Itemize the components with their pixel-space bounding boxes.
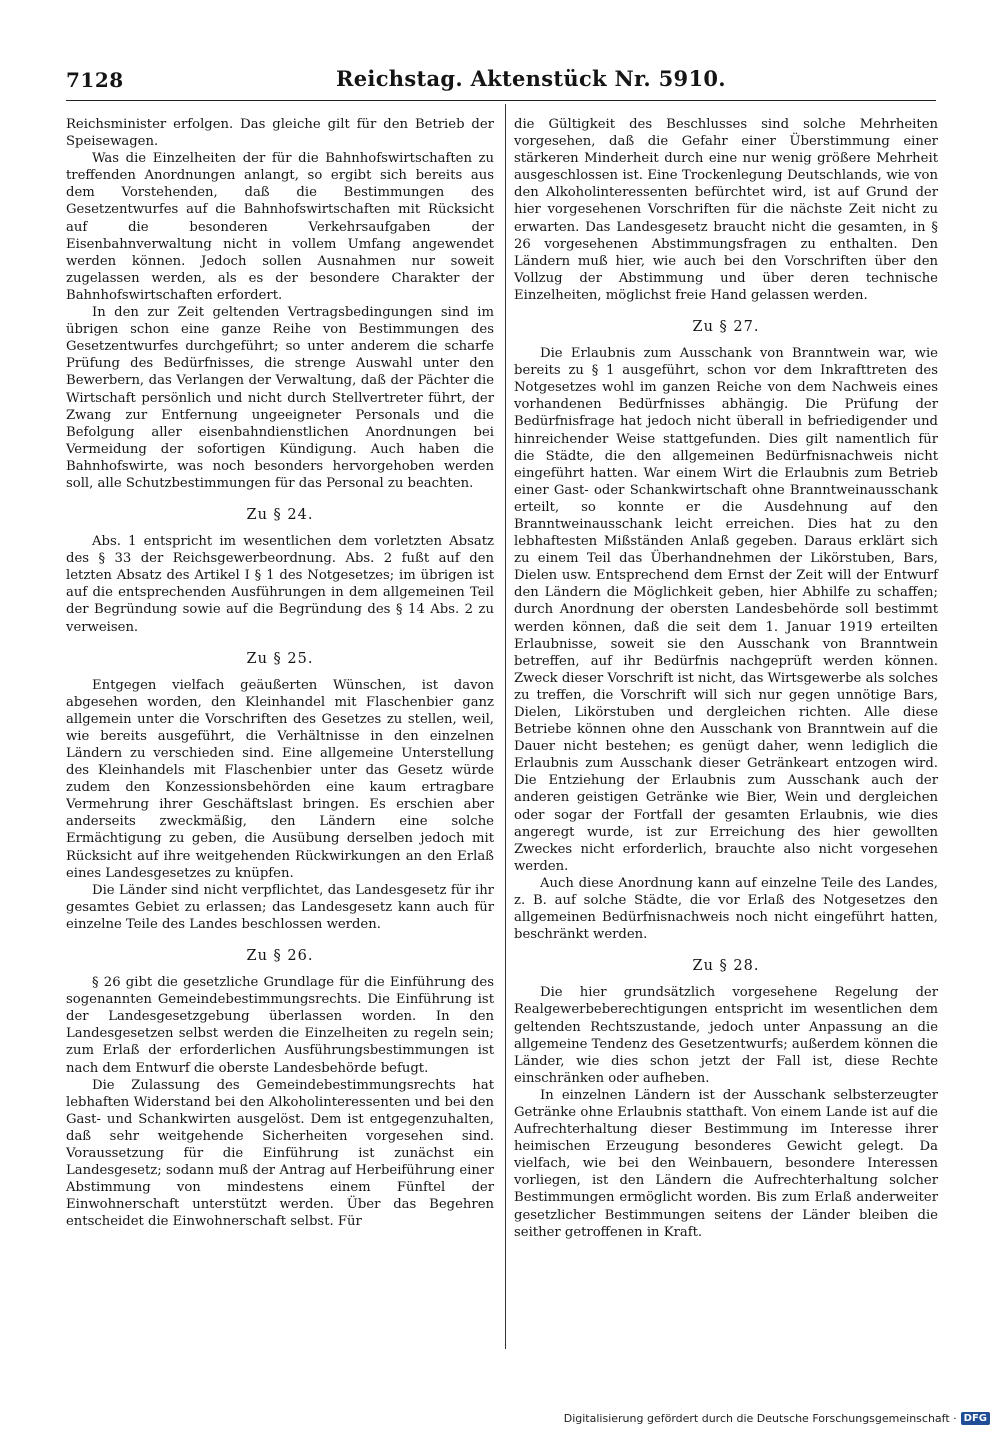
paragraph: In den zur Zeit geltenden Vertragsbedingungen sind im übrigen schon eine ganze Reihe von Bestimmungen des Gesetzentwurfes durchgeführt; so unter anderem die scharfe Prüfung des Bedürfnisses, die strenge Auswahl unter den Bewerbern, das Verlangen der Verwaltung, daß der Pächter die Wirtschaft persönlich und nicht durch Stellvertreter führt, der Zwang zur Entfernung ungeeigneter Personals und die Befolgung aller eisenbahndienstlichen Anordnungen bei Vermeidung der sofortigen Kündigung. Auch haben die Bahnhofswirte, was noch besonders hervorgehoben werden soll, alle Schutzbestimmungen für das Personal zu beachten. — [66, 305, 494, 491]
section-heading-26: Zu § 26. — [246, 948, 314, 965]
dfg-logo: DFG — [961, 1412, 990, 1425]
section-heading-27: Zu § 27. — [692, 319, 760, 336]
digitization-footer — [564, 1412, 990, 1425]
paragraph: Was die Einzelheiten der für die Bahnhofswirtschaften zu treffenden Anordnungen anlangt, so ergibt sich bereits aus dem Vorstehenden, daß die Bestimmungen des Gesetzentwurfes auf die Bahnhofswirtschaften mit Rücksicht auf die besonderen Verkehrsaufgaben der Eisenbahnverwaltung nicht in vollem Umfang angewendet werden können. Jedoch sollen Ausnahmen nur soweit zugelassen werden, als es der besondere Charakter der Bahnhofswirtschaften erfordert. — [66, 151, 494, 303]
paragraph: Die Erlaubnis zum Ausschank von Branntwein war, wie bereits zu § 1 ausgeführt, schon vor dem Inkrafttreten des Notgesetzes wohl im ganzen Reiche von dem Nachweis eines vorhandenen Bedürfnisses abhängig. Die Prüfung der Bedürfnisfrage hat jedoch nicht überall in befriedigender und hinreichender Weise stattgefunden. Dies gilt namentlich für die Städte, die den allgemeinen Bedürfnisnachweis nicht eingeführt hatten. War einem Wirt die Erlaubnis zum Betrieb einer Gast- oder Schankwirtschaft ohne Branntweinausschank erteilt, so konnte er die Ausdehnung auf den Branntweinausschank leicht erreichen. Dies hat zu den lebhaftesten Mißständen Anlaß gegeben. Daraus erklärt sich zu einem Teil das Überhandnehmen der Likörstuben, Bars, Dielen usw. Entsprechend dem Ernst der Zeit will der Entwurf den Ländern die Möglichkeit geben, hier Abhilfe zu schaffen; durch Anordnung der obersten Landesbehörde soll bestimmt werden können, daß die seit dem 1. Januar 1919 erteilten Erlaubnisse, soweit sie den Ausschank von Branntwein betreffen, auf ihr Bedürfnis nachgeprüft werden können. Zweck dieser Vorschrift ist nicht, das Wirtsgewerbe als solches zu treffen, die Vorschrift will sich nur gegen unnötige Bars, Dielen, Likörstuben und dergleichen richten. Alle diese Betriebe können ohne den Ausschank von Branntwein auf die Dauer nicht bestehen; es genügt daher, wenn lediglich die Erlaubnis zum Ausschank dieser Getränkeart entzogen wird. Die Entziehung der Erlaubnis zum Ausschank auch der anderen geistigen Getränke wie Bier, Wein und dergleichen oder sogar der Fortfall der gesamten Erlaubnis, wie dies angeregt wurde, ist zur Erreichung des hier gewollten Zweckes nicht erforderlich, brauchte also nicht vorgesehen werden. — [514, 346, 938, 874]
paragraph: § 26 gibt die gesetzliche Grundlage für die Einführung des sogenannten Gemeindebestimmungsrechts. Die Einführung ist der Landesgesetzgebung überlassen worden. In den Landesgesetzen selbst werden die Einzelheiten zu regeln sein; zum Erlaß der erforderlichen Ausführungsbestimmungen ist nach dem Entwurf die oberste Landesbehörde befugt. — [66, 975, 494, 1076]
paragraph: Entgegen vielfach geäußerten Wünschen, ist davon abgesehen worden, den Kleinhandel mit Flaschenbier ganz allgemein unter die Vorschriften des Gesetzes zu stellen, weil, wie bereits ausgeführt, die Verhältnisse in den einzelnen Ländern zu verschieden sind. Eine allgemeine Unterstellung des Kleinhandels mit Flaschenbier unter das Gesetz würde zudem den Konzessionsbehörden eine kaum ertragbare Vermehrung ihrer Geschäftslast bringen. Es erschien aber anderseits zweckmäßig, den Ländern eine solche Ermächtigung zu geben, die Ausübung derselben jedoch mit Rücksicht auf ihre weitgehenden Rückwirkungen an den Erlaß eines Landesgesetzes zu knüpfen. — [66, 677, 494, 881]
page-title: Reichstag. Aktenstück Nr. 5910. — [336, 66, 726, 91]
left-column — [66, 116, 494, 1230]
footer-text: Digitalisierung gefördert durch die Deutsche Forschungsgemeinschaft · — [563, 1412, 957, 1425]
page-number: 7128 — [66, 68, 124, 92]
paragraph: Die Zulassung des Gemeindebestimmungsrechts hat lebhaften Widerstand bei den Alkoholinteressenten und bei den Gast- und Schankwirten ausgelöst. Dem ist entgegenzuhalten, daß sehr weitgehende Sicherheiten vorgesehen sind. Voraussetzung für die Einführung ist zunächst ein Landesgesetz; sodann muß der Antrag auf Herbeiführung einer Abstimmung von mindestens einem Fünftel der Einwohnerschaft unterstützt werden. Über das Begehren entscheidet die Einwohnerschaft selbst. Für — [66, 1077, 494, 1230]
section-heading-28: Zu § 28. — [692, 958, 760, 975]
section-heading-25: Zu § 25. — [246, 650, 314, 667]
paragraph: In einzelnen Ländern ist der Ausschank selbsterzeugter Getränke ohne Erlaubnis statthaft. Von einem Lande ist auf die Aufrechterhaltung dieser Bestimmung im Interesse ihrer heimischen Erzeugung besonderes Gewicht gelegt. Da vielfach, wie bei den Weinbauern, besondere Interessen vorliegen, ist den Ländern die Aufrechterhaltung solcher Bestimmungen ermöglicht worden. Bis zum Erlaß anderweiter gesetzlicher Bestimmungen seitens der Länder bleiben die seither getroffenen in Kraft. — [514, 1087, 938, 1240]
section-heading-24: Zu § 24. — [246, 507, 314, 524]
column-divider — [505, 104, 506, 1349]
paragraph: Reichsminister erfolgen. Das gleiche gilt für den Betrieb der Speisewagen. — [66, 117, 494, 150]
paragraph: Die Länder sind nicht verpflichtet, das Landesgesetz für ihr gesamtes Gebiet zu erlassen; das Landesgesetz kann auch für einzelne Teile des Landes beschlossen werden. — [66, 882, 494, 932]
header-rule — [66, 100, 936, 101]
paragraph: Die hier grundsätzlich vorgesehene Regelung der Realgewerbeberechtigungen entspricht im wesentlichen dem geltenden Rechtszustande, jedoch unter Anpassung an die allgemeine Tendenz des Gesetzentwurfs; außerdem können die Länder, wie dies schon jetzt der Fall ist, diese Rechte einschränken oder aufheben. — [514, 985, 938, 1086]
paragraph: Auch diese Anordnung kann auf einzelne Teile des Landes, z. B. auf solche Städte, die vor Erlaß des Notgesetzes den allgemeinen Bedürfnisnachweis noch nicht eingeführt hatten, beschränkt werden. — [514, 875, 938, 943]
page-header — [66, 64, 934, 100]
paragraph: die Gültigkeit des Beschlusses sind solche Mehrheiten vorgesehen, daß die Gefahr einer Überstimmung einer stärkeren Minderheit durch eine nur wenig größere Mehrheit ausgeschlossen ist. Eine Trockenlegung Deutschlands, wie von den Alkoholinteressenten befürchtet wird, ist auf Grund der hier vorgesehenen Vorschriften für die nächste Zeit nicht zu erwarten. Das Landesgesetz braucht nicht die gesamten, in § 26 vorgesehenen Abstimmungsfragen zu enthalten. Den Ländern muß hier, wie auch bei den Vorschriften über den Vollzug der Abstimmung und über deren technische Einzelheiten, möglichst freie Hand gelassen werden. — [514, 117, 938, 303]
right-column — [514, 116, 938, 1241]
paragraph: Abs. 1 entspricht im wesentlichen dem vorletzten Absatz des § 33 der Reichsgewerbeordnung. Abs. 2 fußt auf den letzten Absatz des Artikel I § 1 des Notgesetzes; im übrigen ist auf die entsprechenden Ausführungen in dem allgemeinen Teil der Begründung sowie auf die Begründung des § 14 Abs. 2 zu verweisen. — [66, 534, 494, 635]
